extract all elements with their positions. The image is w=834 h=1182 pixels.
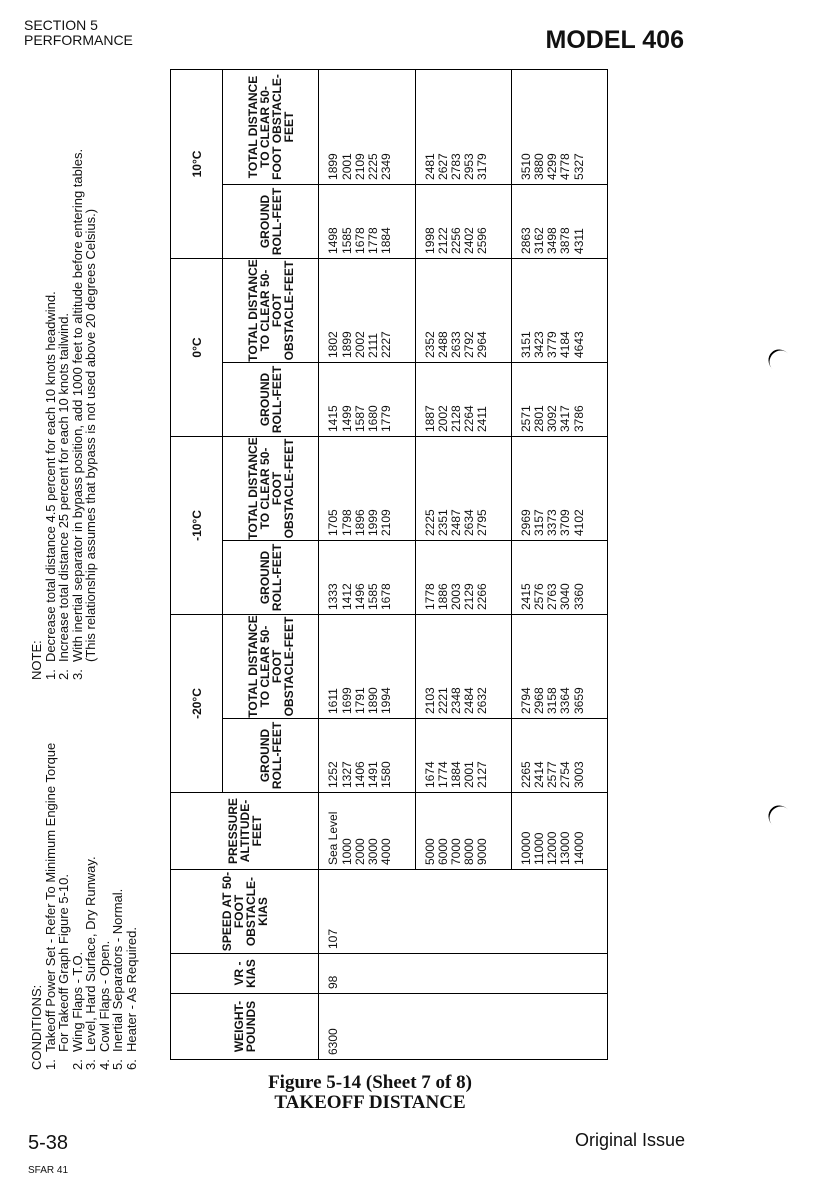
data-cell: 2265 2414 2577 2754 3003 <box>511 719 607 793</box>
data-cell: 1887 2002 2128 2264 2411 <box>415 363 511 437</box>
data-cell: 1998 2122 2256 2402 2596 <box>415 184 511 258</box>
conditions-block: CONDITIONS: 1. Takeoff Power Set - Refer To Minimum Engine Torque For Takeoff Graph Figure 5-10. 2. Wing Flaps - T.O. 3. Level, Hard Surface, Dry Runway. 4. Cowl Flaps - Open. 5. Inertial Separators - Normal. 6. Heater - As Required. <box>30 740 138 1070</box>
data-cell: 2481 2627 2783 2953 3179 <box>415 69 511 184</box>
vr-unit: KIAS <box>243 959 258 988</box>
temp-header: -10°C <box>171 437 223 615</box>
data-cell: 2571 2801 3092 3417 3786 <box>511 363 607 437</box>
figure-title: TAKEOFF DISTANCE <box>274 1092 466 1113</box>
data-cell: 3151 3423 3779 4184 4643 <box>511 258 607 362</box>
data-cell: 2863 3162 3498 3878 4311 <box>511 184 607 258</box>
data-cell: 1415 1499 1587 1680 1779 <box>319 363 415 437</box>
vr-header <box>171 954 319 994</box>
condition-item: Takeoff Power Set - Refer To Minimum Engine Torque For Takeoff Graph Figure 5-10. <box>42 742 71 1052</box>
page-number: 5-38 <box>28 1132 69 1154</box>
note-title: NOTE: <box>29 640 44 680</box>
model-title: MODEL 406 <box>545 26 684 54</box>
figure-number: Figure 5-14 (Sheet 7 of 8) <box>268 1072 472 1093</box>
altitude-cell: 5000 6000 7000 8000 9000 <box>415 793 511 870</box>
condition-item: Wing Flaps - T.O. <box>69 951 85 1052</box>
section-header <box>24 18 133 48</box>
section-label: SECTION 5 <box>24 17 98 33</box>
pressure-header: PRESSURE ALTITUDE-FEET <box>171 793 319 870</box>
conditions-title: CONDITIONS: <box>29 984 44 1070</box>
temp-header: 10°C <box>171 69 223 258</box>
ground-roll-header: GROUND ROLL-FEET <box>223 541 319 615</box>
note-item: With inertial separator in bypass position, add 1000 feet to altitude before entering tables. (This relationship assumes that bypass is not used above 20 degrees Celsius.) <box>69 148 98 662</box>
note-block: NOTE: 1. Decrease total distance 4.5 percent for each 10 knots headwind. 2. Increase total distance 25 percent for each 10 knots tailwind. 3. With inertial separator in bypass position, add 1000 feet to altitude before entering tables. (This relationship assumes that bypass is not used above 20 degrees Celsius.) <box>30 120 98 680</box>
takeoff-distance-table <box>170 69 608 1060</box>
data-cell: 1611 1699 1791 1890 1994 <box>319 615 415 719</box>
altitude-cell: 10000 11000 12000 13000 14000 <box>511 793 607 870</box>
note-item: Decrease total distance 4.5 percent for each 10 knots headwind. <box>42 291 58 662</box>
ground-roll-header: GROUND ROLL-FEET <box>223 184 319 258</box>
data-cell: 2969 3157 3373 3709 4102 <box>511 437 607 541</box>
data-cell: 1498 1585 1678 1778 1884 <box>319 184 415 258</box>
weight-header: WEIGHT-POUNDS <box>171 994 319 1060</box>
table-row-group <box>319 69 415 1059</box>
data-cell: 1778 1886 2003 2129 2266 <box>415 541 511 615</box>
condition-item: Heater - As Required. <box>123 926 139 1052</box>
rotated-content <box>30 70 610 1070</box>
weight-cell: 6300 <box>319 994 608 1060</box>
data-cell: 3510 3880 4299 4778 5327 <box>511 69 607 184</box>
ground-roll-header: GROUND ROLL-FEET <box>223 719 319 793</box>
data-cell: 1899 2001 2109 2225 2349 <box>319 69 415 184</box>
data-cell: 2352 2488 2633 2792 2964 <box>415 258 511 362</box>
sfar-label: SFAR 41 <box>28 1165 69 1176</box>
scan-mark <box>764 801 797 834</box>
data-cell: 2794 2968 3158 3364 3659 <box>511 615 607 719</box>
data-cell: 1333 1412 1496 1585 1678 <box>319 541 415 615</box>
total-distance-header: TOTAL DISTANCE TO CLEAR 50-FOOT OBSTACLE-FEET <box>223 437 319 541</box>
scan-mark <box>764 345 797 378</box>
data-cell: 1252 1327 1406 1491 1580 <box>319 719 415 793</box>
note-item: Increase total distance 25 percent for each 10 knots tailwind. <box>56 312 71 662</box>
ground-roll-header: GROUND ROLL-FEET <box>223 363 319 437</box>
subsection-label: PERFORMANCE <box>24 32 133 48</box>
speed-cell: 107 <box>319 870 608 954</box>
data-cell: 2415 2576 2763 3040 3360 <box>511 541 607 615</box>
total-distance-header: TOTAL DISTANCE TO CLEAR 50-FOOT OBSTACLE-FEET <box>223 69 319 184</box>
temp-header: 0°C <box>171 258 223 436</box>
total-distance-header: TOTAL DISTANCE TO CLEAR 50-FOOT OBSTACLE-FEET <box>223 615 319 719</box>
total-distance-header: TOTAL DISTANCE TO CLEAR 50-FOOT OBSTACLE-FEET <box>223 258 319 362</box>
data-cell: 2225 2351 2487 2634 2795 <box>415 437 511 541</box>
speed-header: SPEED AT 50-FOOT OBSTACLE-KIAS <box>171 870 319 954</box>
data-cell: 1674 1774 1884 2001 2127 <box>415 719 511 793</box>
altitude-cell: Sea Level 1000 2000 3000 4000 <box>319 793 415 870</box>
condition-item: Cowl Flaps - Open. <box>96 940 112 1052</box>
data-cell: 1802 1899 2002 2111 2227 <box>319 258 415 362</box>
temp-header: -20°C <box>171 615 223 793</box>
condition-item: Inertial Separators - Normal. <box>110 888 125 1052</box>
data-cell: 2103 2221 2348 2484 2632 <box>415 615 511 719</box>
data-cell: 1705 1798 1896 1999 2109 <box>319 437 415 541</box>
issue-label: Original Issue <box>575 1130 686 1150</box>
condition-item: Level, Hard Surface, Dry Runway. <box>83 856 98 1052</box>
vr-label: VR - <box>231 961 246 986</box>
vr-cell: 98 <box>319 954 608 994</box>
